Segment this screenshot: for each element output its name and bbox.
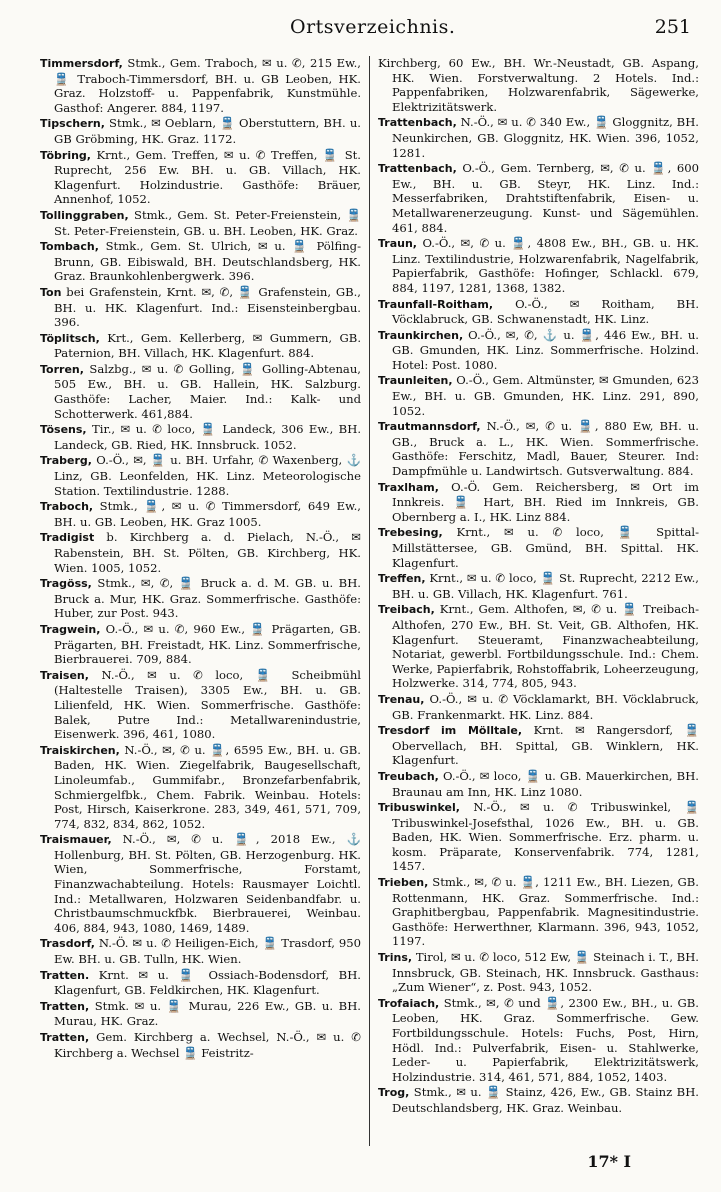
entry-text: Stmk., Gem. St. Ulrich, ✉ u. 🚆 Pölfing-Brunn, GB. Eibiswald, BH. Deutschlandsberg, HK. Graz. Braunkohlenbergwerk. 396. — [54, 239, 361, 284]
entry-place-name: Tradigist — [40, 531, 95, 545]
gazetteer-entry — [378, 480, 699, 525]
entry-text: bei Grafenstein, Krnt. ✉, ✆, 🚆 Grafenstein, GB., BH. u. HK. Klagenfurt. Ind.: Eisensteinbergbau. 396. — [54, 284, 361, 330]
entry-place-name: Tragöss, — [40, 577, 92, 591]
entry-text: Stmk., ✉ Oeblarn, 🚆 Oberstuttern, BH. u. GB Gröbming, HK. Graz. 1172. — [54, 116, 361, 146]
entry-text: Stmk. ✉ u. 🚆 Murau, 226 Ew., GB. u. BH. Murau, HK. Graz. — [54, 998, 361, 1029]
entry-place-name: Tratten. — [40, 968, 90, 982]
gazetteer-entry — [378, 1085, 699, 1115]
entry-place-name: Tollinggraben, — [40, 208, 129, 222]
entry-place-name: Trasdorf, — [40, 937, 95, 951]
entry-text: N.-Ö., ✉ u. ✆ loco, 🚆 Scheibmühl (Haltestelle Traisen), 3305 Ew., BH. u. GB. Lilienfeld, HK. Wien. Sommerfrische. Gasthöfe: Balek, Putre Ind.: Metallwarenindustrie, Eisenwerk. 396, 461, 1080. — [54, 667, 361, 742]
left-column — [40, 56, 369, 1146]
entry-text: N.-Ö., ✉ u. ✆ 340 Ew., 🚆 Gloggnitz, BH. Neunkirchen, GB. Gloggnitz, HK. Wien. 396, 1052, 1281. — [392, 115, 699, 160]
gazetteer-entry — [40, 148, 361, 207]
entry-place-name: Traboch, — [40, 500, 94, 514]
entry-text: O.-Ö., ✉ Roitham, BH. Vöcklabruck, GB. Schwanenstadt, HK. Linz. — [392, 296, 699, 327]
entry-place-name: Trautmannsdorf, — [378, 420, 481, 434]
gazetteer-entry — [378, 56, 699, 114]
entry-place-name: Traunleiten, — [378, 374, 453, 388]
entry-text: O.-Ö., Gem. Altmünster, ✉ Gmunden, 623 Ew., BH. u. GB. Gmunden, HK. Linz. 291, 890, 1052. — [392, 373, 699, 418]
gazetteer-entry — [40, 530, 361, 575]
gazetteer-entry — [40, 56, 361, 115]
entry-text: Stmk., Gem. Traboch, ✉ u. ✆, 215 Ew., 🚆 Traboch-Timmersdorf, BH. u. GB Leoben, HK. Graz. Holzstoff- u. Pappenfabrik, Kunstmühle. Gasthof: Angerer. 884, 1197. — [54, 56, 361, 115]
page-header — [40, 12, 699, 48]
page-number: 251 — [654, 16, 691, 38]
gazetteer-entry — [40, 422, 361, 452]
entry-text: Stmk., ✉ u. 🚆 Stainz, 426, Ew., GB. Stainz BH. Deutschlandsberg, HK. Graz. Weinbau. — [392, 1085, 699, 1115]
entry-text: Krnt., Gem. Althofen, ✉, ✆ u. 🚆 Treibach-Althofen, 270 Ew., BH. St. Veit, GB. Althofen, HK. Klagenfurt. Steueramt, Finanzwacheabteilung, Notariat, gewerbl. Fortbildungsschule. Ind.: Chem. Werke, Papierfabrik, Rohstoffabrik, Loheerzeugung, Holzwerke. 314, 774, 805, 943. — [392, 602, 699, 691]
entry-text: Kirchberg, 60 Ew., BH. Wr.-Neustadt, GB. Aspang, HK. Wien. Forstverwaltung. 2 Hotels. Ind.: Pappenfabriken, Holzwarenfabrik, Sägewerke, Elektrizitätswerk. — [378, 56, 699, 114]
entry-place-name: Trattenbach, — [378, 116, 457, 130]
entry-place-name: Traunkirchen, — [378, 328, 464, 342]
entry-text: N.-Ö., ✉, ✆ u. 🚆, 880 Ew, BH. u. GB., Bruck a. L., HK. Wien. Sommerfrische. Gasthöfe: Ferschitz, Madl, Bauer, Steurer. Ind: Dampfmühle u. Landwirtsch. Gutsverwaltung. 884. — [392, 419, 699, 479]
gazetteer-entry — [378, 950, 699, 995]
entry-place-name: Ton — [40, 285, 62, 299]
gazetteer-entry — [378, 236, 699, 295]
entry-text: O.-Ö., ✉ u. ✆ Vöcklamarkt, BH. Vöcklabruck, GB. Frankenmarkt. HK. Linz. 884. — [392, 691, 699, 722]
gazetteer-entry — [40, 668, 361, 742]
right-column — [369, 56, 699, 1146]
gazetteer-entry — [378, 419, 699, 478]
entry-text: O.-Ö. Gem. Reichersberg, ✉ Ort im Innkreis. 🚆 Hart, BH. Ried im Innkreis, GB. Obernberg a. I., HK. Linz 884. — [392, 479, 699, 524]
entry-place-name: Traiskirchen, — [40, 743, 120, 757]
entry-place-name: Traun, — [378, 237, 417, 251]
gazetteer-entry — [40, 999, 361, 1029]
entry-place-name: Trofaiach, — [378, 996, 440, 1010]
running-title: Ortsverzeichnis. — [290, 16, 456, 38]
gazetteer-entry — [40, 239, 361, 284]
entry-text: Tir., ✉ u. ✆ loco, 🚆 Landeck, 306 Ew., BH. Landeck, GB. Ried, HK. Innsbruck. 1052. — [54, 422, 361, 452]
entry-place-name: Tipschern, — [40, 117, 105, 131]
gazetteer-entry — [378, 692, 699, 722]
gazetteer-entry — [378, 525, 699, 570]
gazetteer-entry — [40, 116, 361, 146]
entry-place-name: Töbring, — [40, 148, 91, 162]
entry-place-name: Traberg, — [40, 454, 92, 468]
entry-text: Stmk., Gem. St. Peter-Freienstein, 🚆 St. Peter-Freienstein, GB. u. BH. Leoben, HK. Graz. — [54, 207, 361, 238]
gazetteer-entry — [378, 875, 699, 949]
gazetteer-entry — [40, 208, 361, 238]
gazetteer-entry — [40, 1030, 361, 1060]
entry-text: N.-Ö., ✉ u. ✆ Tribuswinkel, 🚆 Tribuswinkel-Josefsthal, 1026 Ew., BH. u. GB. Baden, HK. Wien. Sommerfrische. Erz. pharm. u. kosm. Präparate, Konservenfabrik. 774, 1281, 1457. — [392, 800, 699, 874]
entry-place-name: Tratten, — [40, 999, 90, 1013]
entry-place-name: Trins, — [378, 951, 413, 965]
gazetteer-entry — [40, 968, 361, 998]
gazetteer-entry — [40, 622, 361, 667]
entry-text: Krnt., ✉ u. ✆ loco, 🚆 Spittal-Millstättersee, GB. Gmünd, BH. Spittal. HK. Klagenfurt. — [392, 525, 699, 570]
gazetteer-entry — [378, 115, 699, 160]
entry-text: Stmk., 🚆, ✉ u. ✆ Timmersdorf, 649 Ew., BH. u. GB. Leoben, HK. Graz 1005. — [54, 499, 361, 529]
entry-place-name: Trog, — [378, 1086, 410, 1100]
entry-text: O.-Ö., Gem. Ternberg, ✉, ✆ u. 🚆, 600 Ew., BH. u. GB. Steyr, HK. Linz. Ind.: Messerfabriken, Drahtstiftenfabrik, Eisen- u. Metallwarenerzeugung. Kunst- und Sägemühlen. 461, 884. — [392, 161, 699, 235]
entry-place-name: Traunfall-Roitham, — [378, 297, 494, 311]
entry-text: O.-Ö., ✉ loco, 🚆 u. GB. Mauerkirchen, BH. Braunau am Inn, HK. Linz 1080. — [392, 768, 699, 799]
entry-place-name: Traxlham, — [378, 480, 439, 494]
entry-text: O.-Ö., ✉, ✆ u. 🚆, 4808 Ew., BH., GB. u. HK. Linz. Textilindustrie, Holzwarenfabrik, Nagelfabrik, Papierfabrik, Gasthöfe: Hofinger, Schlackl. 679, 884, 1197, 1281, 1368, 1382. — [392, 236, 699, 295]
entry-place-name: Tribuswinkel, — [378, 801, 460, 815]
gazetteer-entry — [378, 373, 699, 418]
entry-text: O.-Ö., ✉ u. ✆, 960 Ew., 🚆 Prägarten, GB. Prägarten, BH. Freistadt, HK. Linz. Sommerfrische, Bierbrauerei. 709, 884. — [54, 621, 361, 667]
entry-place-name: Treffen, — [378, 572, 426, 586]
gazetteer-entry — [40, 743, 361, 832]
entry-place-name: Tratten, — [40, 1031, 90, 1044]
gazetteer-entry — [378, 800, 699, 874]
entry-place-name: Trattenbach, — [378, 162, 457, 176]
entry-text: N.-Ö. ✉ u. ✆ Heiligen-Eich, 🚆 Trasdorf, 950 Ew. BH. u. GB. Tulln, HK. Wien. — [54, 936, 361, 967]
entry-text: Gem. Kirchberg a. Wechsel, N.-Ö., ✉ u. ✆ Kirchberg a. Wechsel 🚆 Feistritz- — [54, 1030, 361, 1060]
gazetteer-entry — [378, 297, 699, 327]
entry-text: Stmk., ✉, ✆, 🚆 Bruck a. d. M. GB. u. BH. Bruck a. Mur, HK. Graz. Sommerfrische. Gasthöfe: Huber, zur Post. 943. — [54, 576, 361, 621]
entry-text: Stmk., ✉, ✆ und 🚆, 2300 Ew., BH., u. GB. Leoben, HK. Graz. Sommerfrische. Gew. Fortbildungsschule. Hotels: Fuchs, Post, Hirn, Hödl. Ind.: Pulverfabrik, Eisen- u. Stahlwerke, Leder- u. Papierfabrik, Elektrizitätswerk, Holzindustrie. 314, 461, 571, 884, 1052, 1403. — [392, 995, 699, 1084]
entry-place-name: Traismauer, — [40, 833, 112, 847]
gazetteer-entry — [40, 362, 361, 421]
gazetteer-entry — [378, 161, 699, 235]
entry-text: N.-Ö., ✉, ✆ u. 🚆, 2018 Ew., ⚓ Hollenburg, BH. St. Pölten, GB. Herzogenburg. HK. Wien, Sommerfrische, Forstamt, Finanzwachabteilung. Hotels: Rausmayer Loichtl. Ind.: Metallwaren, Holzwaren Seidenbandfabr. u. Christbaumschmuckfbk. Bierbrauerei, Weinbau. 406, 884, 943, 1080, 1469, 1489. — [54, 832, 361, 935]
two-column-body — [40, 56, 699, 1146]
entry-text: Krt., Gem. Kellerberg, ✉ Gummern, GB. Paternion, BH. Villach, HK. Klagenfurt. 884. — [54, 330, 361, 361]
entry-place-name: Trebesing, — [378, 526, 443, 540]
entry-text: N.-Ö., ✉, ✆ u. 🚆, 6595 Ew., BH. u. GB. Baden, HK. Wien. Ziegelfabrik, Baugesellschaft, Linoleumfab., Gummifabr., Bronzefarbenfabrik, Schmiergelfbk., Chem. Fabrik. Weinbau. Hotels: Post, Hirsch, Kaiserkrone. 283, 349, 461, 571, 709, 774, 832, 834, 862, 1052. — [54, 742, 361, 831]
gazetteer-entry — [378, 996, 699, 1085]
entry-place-name: Trieben, — [378, 876, 429, 890]
entry-text: O.-Ö., ✉, ✆, ⚓ u. 🚆, 446 Ew., BH. u. GB. Gmunden, HK. Linz. Sommerfrische. Holzind. Hotel: Post. 1080. — [392, 327, 699, 372]
entry-place-name: Traisen, — [40, 668, 89, 682]
gazetteer-entry — [40, 936, 361, 966]
gazetteer-entry — [378, 723, 699, 768]
entry-place-name: Tresdorf im Mölltale, — [378, 724, 523, 738]
gazetteer-entry — [40, 832, 361, 935]
entry-text: b. Kirchberg a. d. Pielach, N.-Ö., ✉ Rabenstein, BH. St. Pölten, GB. Kirchberg, HK. Wien. 1005, 1052. — [54, 530, 361, 575]
entry-place-name: Tombach, — [40, 240, 99, 254]
gazetteer-entry — [378, 328, 699, 373]
gazetteer-entry — [378, 602, 699, 691]
entry-text: Stmk., ✉, ✆ u. 🚆, 1211 Ew., BH. Liezen, GB. Rottenmann, HK. Graz. Sommerfrische. Ind.: Graphitbergbau, Pappenfabrik. Magnesitindustrie. Gasthöfe: Herwerthner, Klarmann. 396, 943, 1052, 1197. — [392, 875, 699, 949]
entry-place-name: Treibach, — [378, 603, 435, 617]
gazetteer-entry — [40, 285, 361, 330]
gazetteer-entry — [378, 769, 699, 799]
gazetteer-entry — [40, 453, 361, 498]
entry-text: Krnt., Gem. Treffen, ✉ u. ✆ Treffen, 🚆 St. Ruprecht, 256 Ew. BH. u. GB. Villach, HK. Klagenfurt. Holzindustrie. Gasthöfe: Bräuer, Annenhof, 1052. — [54, 147, 361, 207]
gazetteer-entry — [378, 571, 699, 601]
gazetteer-entry — [40, 499, 361, 529]
entry-place-name: Torren, — [40, 362, 84, 376]
entry-text: Salzbg., ✉ u. ✆ Golling, 🚆 Golling-Abtenau, 505 Ew., BH. u. GB. Hallein, HK. Salzburg. Gasthöfe: Lacher, Maier. Ind.: Kalk- und Schotterwerk. 461,884. — [54, 361, 361, 421]
entry-text: Krnt., ✉ u. ✆ loco, 🚆 St. Ruprecht, 2212 Ew., BH. u. GB. Villach, HK. Klagenfurt. 761. — [392, 571, 699, 601]
gazetteer-entry — [40, 576, 361, 621]
entry-place-name: Tragwein, — [40, 622, 101, 636]
entry-text: Tirol, ✉ u. ✆ loco, 512 Ew, 🚆 Steinach i. T., BH. Innsbruck, GB. Steinach, HK. Innsbruck. Gasthaus: „Zum Wiener“, z. Post. 943, 1052. — [392, 950, 699, 995]
entry-text: Krnt. ✉ u. 🚆 Ossiach-Bodensdorf, BH. Klagenfurt, GB. Feldkirchen, HK. Klagenfurt. — [54, 967, 361, 998]
signature-mark: 17* I — [587, 1152, 631, 1171]
entry-place-name: Trenau, — [378, 692, 425, 706]
entry-text: Krnt. ✉ Rangersdorf, 🚆 Obervellach, BH. Spittal, GB. Winklern, HK. Klagenfurt. — [392, 723, 699, 768]
entry-place-name: Töplitsch, — [40, 331, 100, 345]
entry-place-name: Tösens, — [40, 423, 87, 437]
entry-text: O.-Ö., ✉, 🚆 u. BH. Urfahr, ✆ Waxenberg, ⚓ Linz, GB. Leonfelden, HK. Linz. Meteorologische Station. Textilindustrie. 1288. — [54, 453, 361, 498]
gazetteer-entry — [40, 331, 361, 361]
entry-place-name: Treubach, — [378, 769, 439, 783]
entry-place-name: Timmersdorf, — [40, 57, 123, 70]
